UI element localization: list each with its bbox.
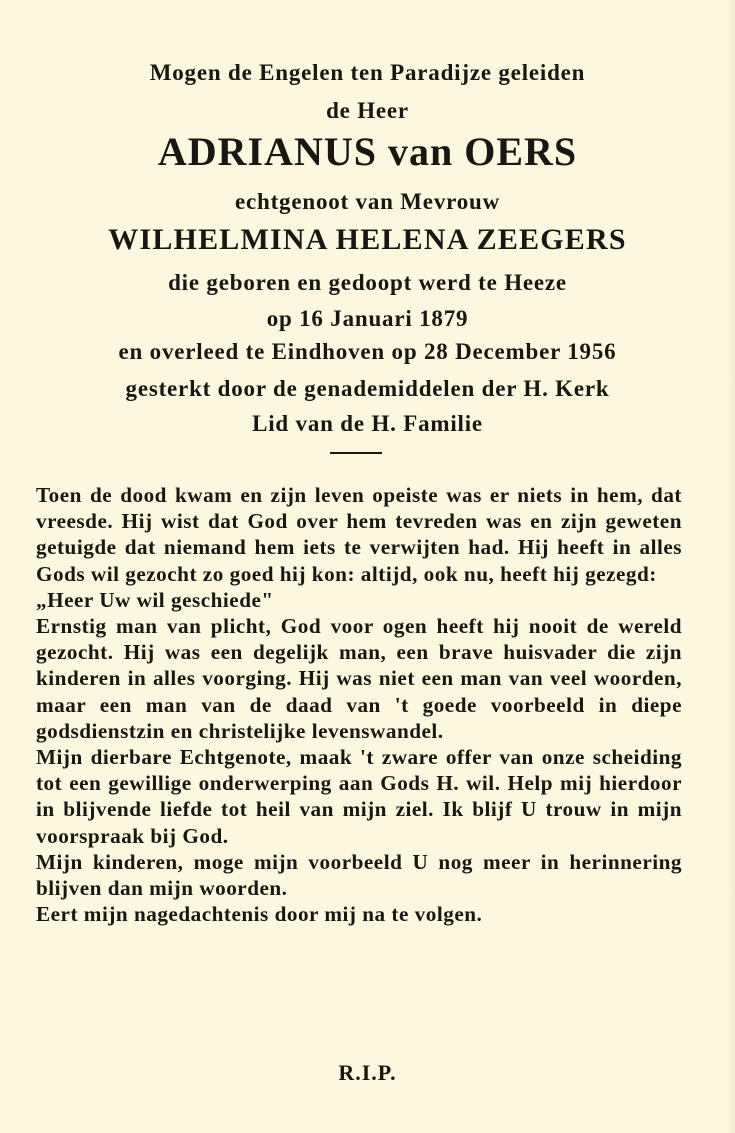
membership-line: Lid van de H. Familie [252, 411, 483, 436]
spouse-intro-line: echtgenoot van Mevrouw [234, 189, 501, 214]
closing-rip: R.I.P. [338, 1060, 397, 1085]
birth-place-line: die geboren en gedoopt werd te Heeze [168, 270, 567, 295]
body-paragraph: Mijn kinderen, moge mijn voorbeeld U nog meer in herinnering blijven dan mijn woorden. [36, 849, 682, 901]
body-paragraph: Eert mijn nagedachtenis door mij na te volgen. [36, 902, 483, 927]
body-paragraph: Toen de dood kwam en zijn leven opeiste was er niets in hem, dat vreesde. Hij wist dat God over hem tevreden was en zijn geweten getuigde dat niemand hem iets te verwijten had. Hij heeft in alles Gods wil gezocht zo goed hij kon: altijd, ook nu, heeft hij gezegd: [36, 483, 682, 586]
death-line: en overleed te Eindhoven op 28 December 1956 [118, 339, 617, 364]
section-divider [330, 452, 382, 454]
spouse-name: WILHELMINA HELENA ZEEGERS [108, 223, 627, 256]
card-body [36, 482, 682, 927]
sacraments-line: gesterkt door de genademiddelen der H. Kerk [125, 376, 610, 401]
blessing-line: Mogen de Engelen ten Paradijze geleiden [149, 60, 586, 85]
body-paragraph: Ernstig man van plicht, God voor ogen heeft hij nooit de wereld gezocht. Hij was een degelijk man, een brave huisvader die zijn kinderen in alles voorging. Hij was niet een man van veel woorden, maar een man van de daad van 't goede voorbeeld in diepe godsdienstzin en christelijke levenswandel. [36, 614, 682, 743]
quote-paragraph: „Heer Uw wil geschiede" [36, 587, 274, 612]
honorific-line: de Heer [326, 98, 409, 123]
body-paragraph: Mijn dierbare Echtgenote, maak 't zware offer van onze scheiding tot een gewillige onderwerping aan Gods H. wil. Help mij hierdoor in blijvende liefde tot heil van mijn ziel. Ik blijf U trouw in mijn voorspraak bij God. [36, 745, 682, 848]
deceased-name: ADRIANUS van OERS [157, 129, 578, 174]
birth-date-line: op 16 Januari 1879 [266, 306, 469, 331]
card-edge [727, 0, 735, 1133]
